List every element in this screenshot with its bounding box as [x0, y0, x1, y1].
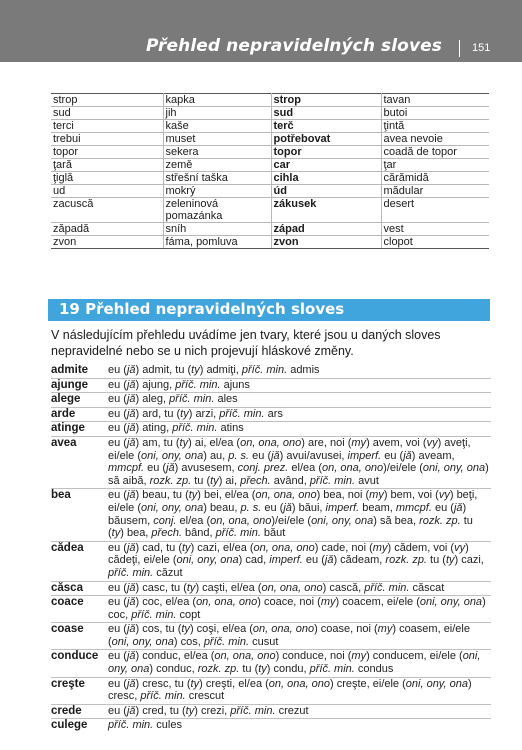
verb-entry: [51, 719, 491, 733]
verb-forms: eu (jă) admit, tu (ty) admiţi, příč. min. admis: [108, 364, 320, 376]
verb-headword: coase: [51, 623, 106, 650]
vocab-row: [51, 185, 489, 198]
vocab-cell-c4: coadă de topor: [381, 146, 489, 159]
verb-headword: atinge: [51, 422, 106, 437]
vocab-cell-c3: strop: [271, 94, 381, 107]
vocab-row: [51, 107, 489, 120]
vocab-cell-c4: vest: [381, 223, 489, 236]
vocab-row: [51, 133, 489, 146]
vocab-cell-c4: clopot: [381, 236, 489, 249]
vocab-cell-c1: ud: [51, 185, 163, 198]
section-intro: V následujícím přehledu uvádíme jen tvary, které jsou u daných sloves nepravidelné nebo se u nich projevují hláskové změny.: [51, 328, 441, 358]
verb-forms: eu (jă) cred, tu (ty) crezi, příč. min. crezut: [106, 704, 491, 719]
vocab-cell-c3: zvon: [271, 236, 381, 249]
verb-entry: [51, 364, 491, 378]
verb-entry: [51, 489, 491, 541]
verb-headword: creşte: [51, 677, 106, 704]
vocab-cell-c1: sud: [51, 107, 163, 120]
vocab-cell-c4: tavan: [381, 94, 489, 107]
verb-headword: cădea: [51, 541, 106, 581]
vocab-cell-c1: terci: [51, 120, 163, 133]
verb-forms: eu (jă) cresc, tu (ty) creşti, el/ea (on, ona, ono) creşte, ei/ele (oni, ony, ona) cresc, příč. min. crescut: [106, 677, 491, 704]
verb-entry: [51, 541, 491, 581]
page-number: 151: [472, 42, 491, 54]
vocab-cell-c4: cărămidă: [381, 172, 489, 185]
vocab-cell-c2: sníh: [163, 223, 271, 236]
verb-forms: eu (jă) ard, tu (ty) arzi, příč. min. ars: [106, 407, 491, 422]
verb-entry: [51, 422, 491, 437]
vocab-row: [51, 146, 489, 159]
vocab-cell-c4: avea nevoie: [381, 133, 489, 146]
vocab-cell-c1: zăpadă: [51, 223, 163, 236]
vocab-cell-c2: mokrý: [163, 185, 271, 198]
vocab-cell-c3: topor: [271, 146, 381, 159]
vocab-cell-c1: topor: [51, 146, 163, 159]
vocab-cell-c2: země: [163, 159, 271, 172]
verb-entry: [51, 581, 491, 596]
verb-headword: alege: [51, 393, 106, 408]
vocab-cell-c2: jih: [163, 107, 271, 120]
vocab-row: [51, 236, 489, 249]
verb-entry: [51, 596, 491, 623]
verb-headword: conduce: [51, 650, 106, 677]
verb-headword: admite: [51, 364, 89, 376]
vocab-cell-c3: potřebovat: [271, 133, 381, 146]
header-divider: [459, 40, 460, 57]
verb-entry: [51, 393, 491, 408]
verb-forms: eu (jă) cad, tu (ty) cazi, el/ea (on, ona, ono) cade, noi (my) cădem, voi (vy) cădeţi, ei/ele (oni, ony, ona) cad, imperf. eu (jă) cădeam, rozk. zp. tu (ty) cazi, příč. min. căzut: [106, 541, 491, 581]
vocab-cell-c2: kapka: [163, 94, 271, 107]
vocab-row: [51, 159, 489, 172]
vocab-cell-c4: ţintă: [381, 120, 489, 133]
vocab-row: [51, 223, 489, 236]
vocab-cell-c1: ţară: [51, 159, 163, 172]
vocab-cell-c1: strop: [51, 94, 163, 107]
verb-entry: [51, 378, 491, 393]
vocab-cell-c3: car: [271, 159, 381, 172]
verb-headword: coace: [51, 596, 106, 623]
verb-entry: [51, 436, 491, 488]
verb-headword: culege: [51, 719, 106, 733]
vocab-cell-c3: zákusek: [271, 198, 381, 223]
verb-forms: eu (jă) ajung, příč. min. ajuns: [106, 378, 491, 393]
vocab-cell-c4: butoi: [381, 107, 489, 120]
verb-entry: [51, 650, 491, 677]
vocab-cell-c2: sekera: [163, 146, 271, 159]
section-heading-bar: [48, 299, 490, 321]
verb-forms: eu (jă) cos, tu (ty) coşi, el/ea (on, ona, ono) coase, noi (my) coasem, ei/ele (oni, ony, ona) cos, příč. min. cusut: [106, 623, 491, 650]
vocab-cell-c2: fáma, pomluva: [163, 236, 271, 249]
vocab-cell-c3: západ: [271, 223, 381, 236]
running-title: Přehled nepravidelných sloves: [145, 36, 442, 56]
verb-entry: [51, 677, 491, 704]
vocab-cell-c1: zvon: [51, 236, 163, 249]
vocabulary-table: [51, 93, 489, 249]
verb-forms: eu (jă) coc, el/ea (on, ona, ono) coace, noi (my) coacem, ei/ele (oni, ony, ona) coc, příč. min. copt: [106, 596, 491, 623]
irregular-verbs-table: [51, 364, 491, 733]
vocab-cell-c4: mădular: [381, 185, 489, 198]
verb-entry: [51, 407, 491, 422]
verb-forms: eu (jă) beau, tu (ty) bei, el/ea (on, ona, ono) bea, noi (my) bem, voi (vy) beţi, ei/ele (oni, ony, ona) beau, p. s. eu (jă) băui, imperf. beam, mmcpf. eu (jă) băusem, conj. el/ea (on, ona, ono)/ei/ele (oni, ony, ona) să bea, rozk. zp. tu (ty) bea, přech. bând, příč. min. băut: [106, 489, 491, 541]
vocab-row: [51, 172, 489, 185]
section-title: 19 Přehled nepravidelných sloves: [59, 300, 345, 318]
vocab-row: [51, 198, 489, 223]
vocab-cell-c4: desert: [381, 198, 489, 223]
verb-forms: eu (jă) ating, příč. min. atins: [106, 422, 491, 437]
verb-headword: ajunge: [51, 378, 106, 393]
verb-headword: bea: [51, 489, 106, 541]
vocab-cell-c2: střešní taška: [163, 172, 271, 185]
vocab-cell-c1: ţiglă: [51, 172, 163, 185]
verb-entry: [51, 623, 491, 650]
vocab-cell-c1: trebui: [51, 133, 163, 146]
vocab-cell-c3: terč: [271, 120, 381, 133]
verb-headword: crede: [51, 704, 106, 719]
vocab-cell-c4: ţar: [381, 159, 489, 172]
page-header: [0, 0, 522, 62]
vocab-cell-c2: kaše: [163, 120, 271, 133]
verb-forms: eu (jă) conduc, el/ea (on, ona, ono) conduce, noi (my) conducem, ei/ele (oni, ony, ona) conduc, rozk. zp. tu (ty) condu, příč. min. condus: [106, 650, 491, 677]
verb-forms: eu (jă) am, tu (ty) ai, el/ea (on, ona, ono) are, noi (my) avem, voi (vy) aveţi, ei/ele (oni, ony, ona) au, p. s. eu (jă) avui/avusei, imperf. eu (jă) aveam, mmcpf. eu (jă) avusesem, conj. prez. el/ea (on, ona, ono)/ei/ele (oni, ony, ona) să aibă, rozk. zp. tu (ty) ai, přech. având, příč. min. avut: [106, 436, 491, 488]
vocab-cell-c3: úd: [271, 185, 381, 198]
vocab-cell-c1: zacuscă: [51, 198, 163, 223]
verb-entry: [51, 704, 491, 719]
verb-forms: eu (jă) aleg, příč. min. ales: [106, 393, 491, 408]
verb-forms: příč. min. cules: [106, 719, 491, 733]
verb-headword: căsca: [51, 581, 106, 596]
verb-headword: avea: [51, 436, 106, 488]
vocab-cell-c3: sud: [271, 107, 381, 120]
vocab-cell-c2: muset: [163, 133, 271, 146]
vocab-cell-c3: cihla: [271, 172, 381, 185]
vocab-row: [51, 94, 489, 107]
verb-headword: arde: [51, 407, 106, 422]
verb-forms: eu (jă) casc, tu (ty) caşti, el/ea (on, ona, ono) cască, příč. min. căscat: [106, 581, 491, 596]
vocab-row: [51, 120, 489, 133]
vocab-cell-c2: zeleninová pomazánka: [163, 198, 271, 223]
